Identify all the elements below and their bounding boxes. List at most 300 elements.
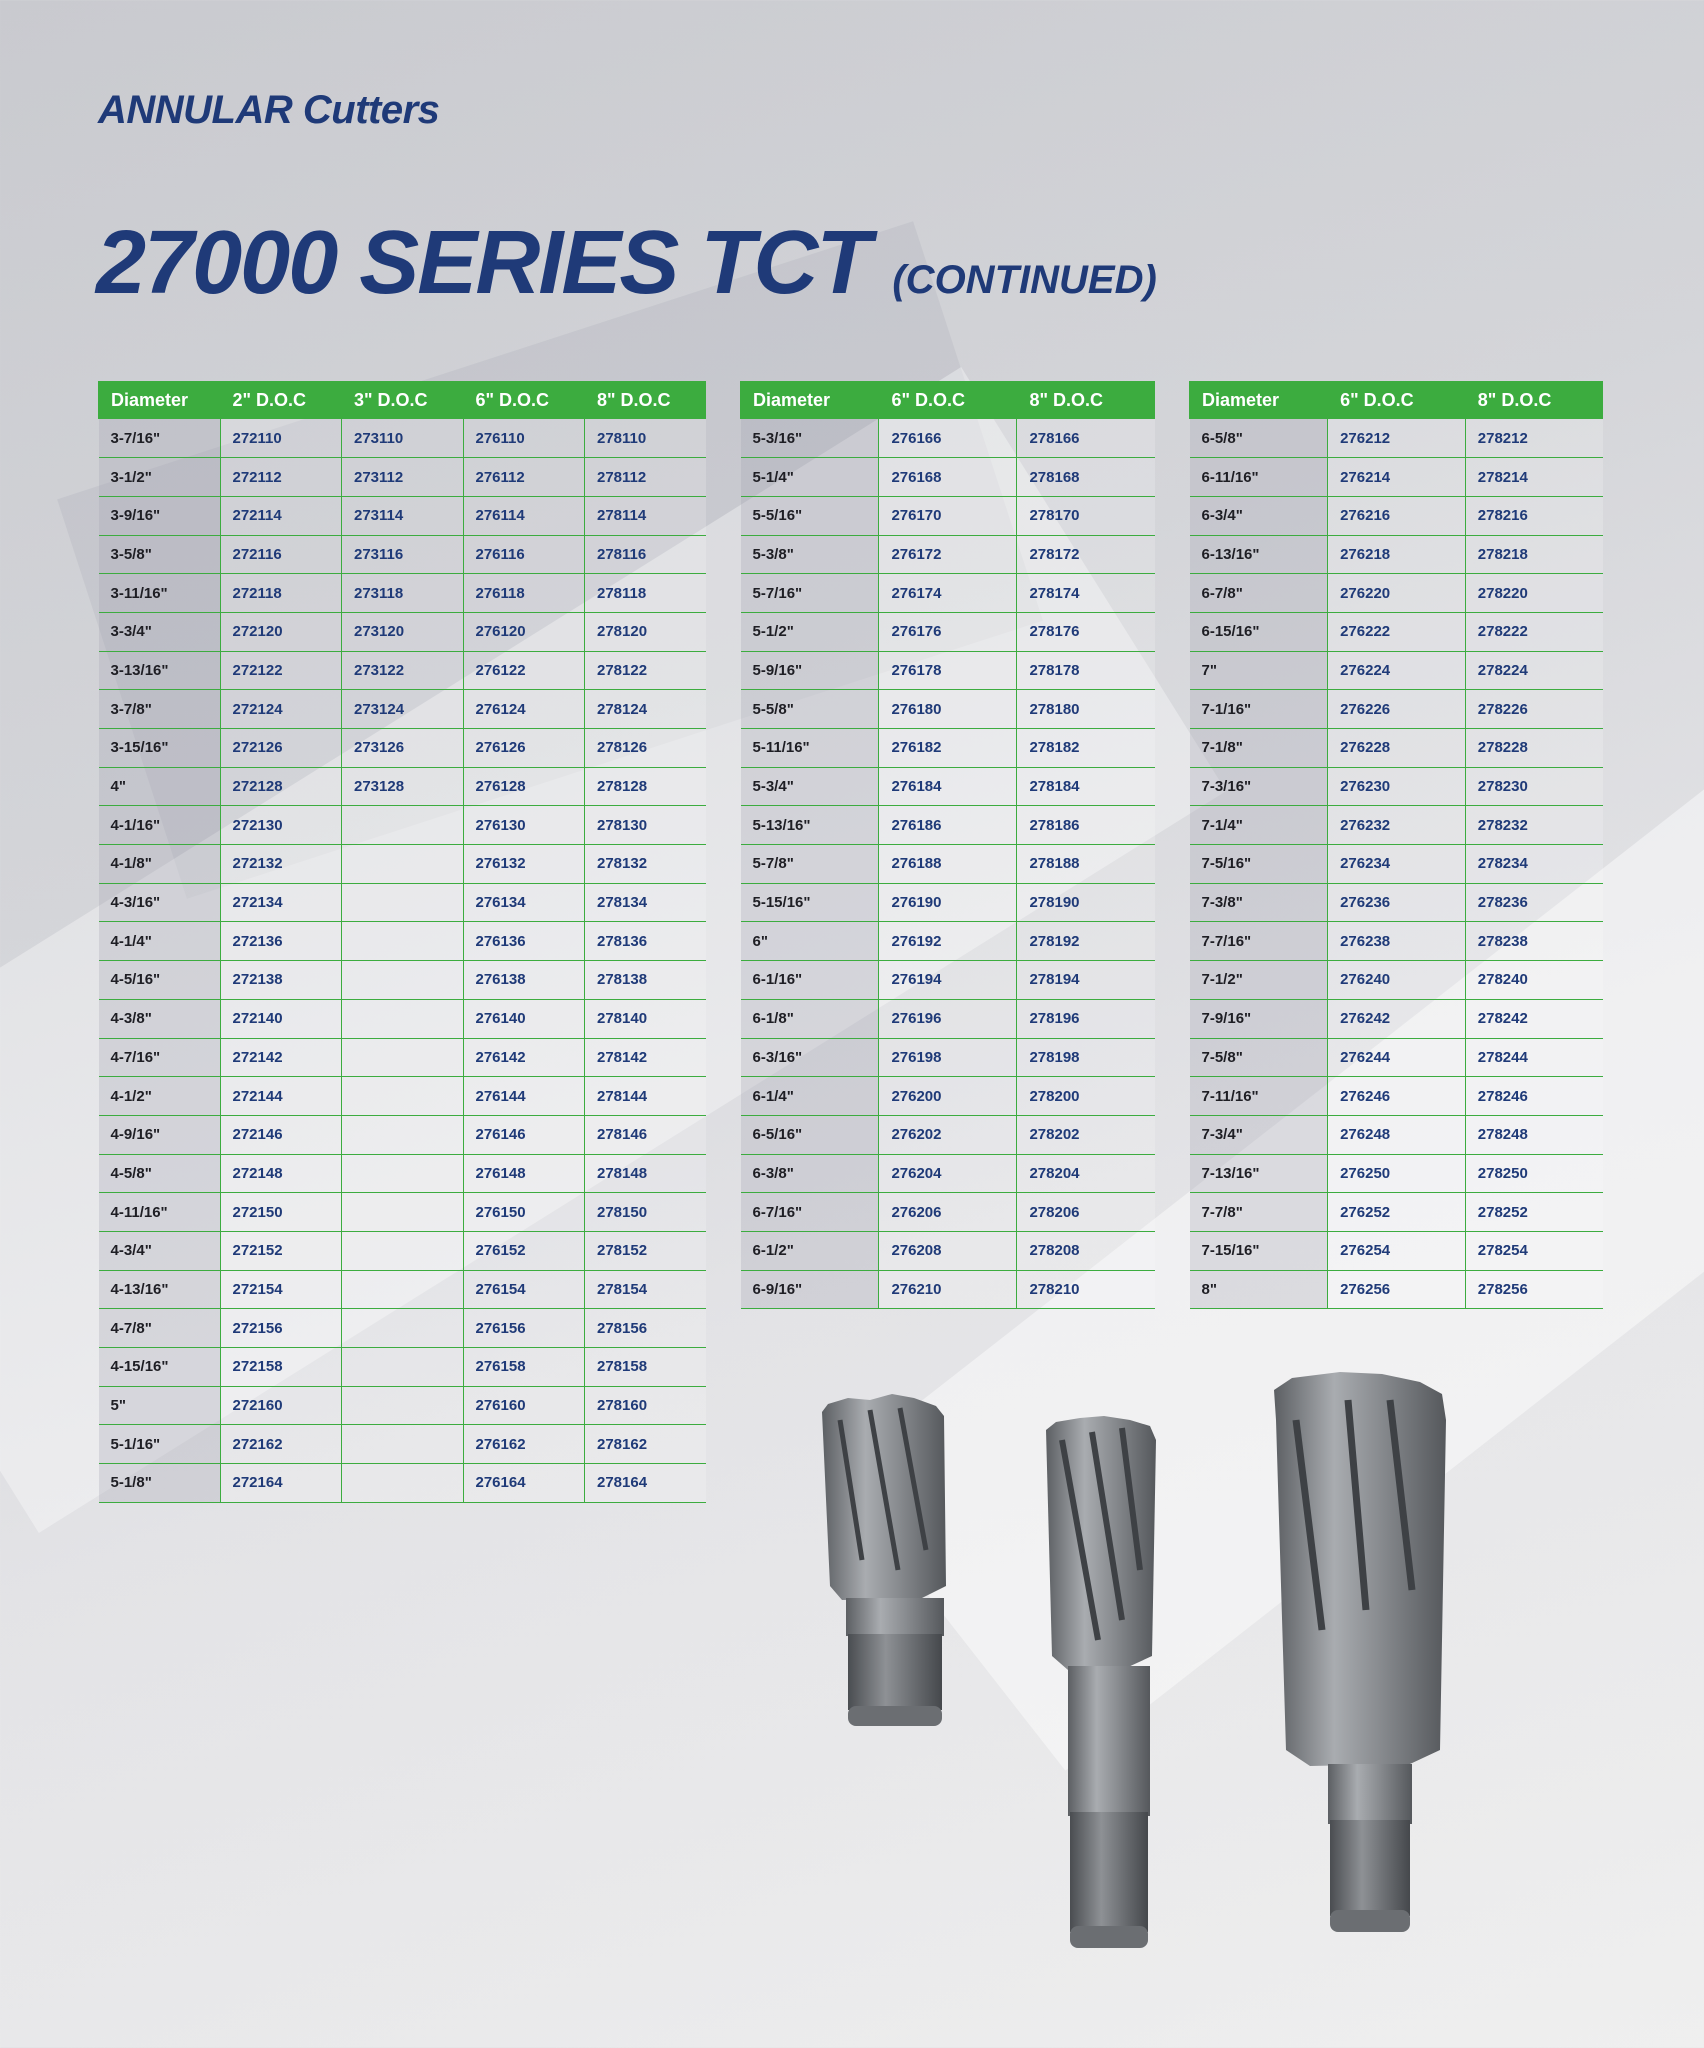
part-number-cell <box>342 1425 464 1464</box>
table-row <box>1190 922 1604 961</box>
diameter-cell: 6-3/8" <box>741 1154 879 1193</box>
diameter-cell: 7-5/8" <box>1190 1038 1328 1077</box>
column-header-doc: 6" D.O.C <box>1328 381 1466 419</box>
part-number-cell: 276218 <box>1328 535 1466 574</box>
diameter-cell: 6-7/16" <box>741 1193 879 1232</box>
page-title <box>96 213 1157 313</box>
part-number-cell: 272160 <box>220 1386 342 1425</box>
table-row <box>741 574 1156 613</box>
table-row <box>741 690 1156 729</box>
table-row <box>1190 535 1604 574</box>
diameter-cell: 4-9/16" <box>99 1115 221 1154</box>
part-number-cell: 278190 <box>1017 883 1155 922</box>
column-header-doc: 2" D.O.C <box>220 381 342 419</box>
part-number-cell: 276212 <box>1328 419 1466 458</box>
part-number-cell: 278154 <box>585 1270 707 1309</box>
diameter-cell: 3-11/16" <box>99 574 221 613</box>
part-number-cell: 272138 <box>220 961 342 1000</box>
part-number-cell: 278200 <box>1017 1077 1155 1116</box>
part-number-cell: 278204 <box>1017 1154 1155 1193</box>
part-number-cell: 278136 <box>585 922 707 961</box>
column-header-diameter: Diameter <box>1190 381 1328 419</box>
part-number-cell: 278206 <box>1017 1193 1155 1232</box>
column-header-diameter: Diameter <box>99 381 221 419</box>
part-number-cell: 278138 <box>585 961 707 1000</box>
part-number-cell <box>342 1193 464 1232</box>
table-row <box>741 1038 1156 1077</box>
part-number-cell: 278144 <box>585 1077 707 1116</box>
column-header-doc: 6" D.O.C <box>879 381 1017 419</box>
table-row <box>741 419 1156 458</box>
part-number-cell: 276120 <box>463 612 585 651</box>
table-header-row <box>1190 381 1604 419</box>
part-number-cell: 276176 <box>879 612 1017 651</box>
part-number-cell: 278242 <box>1465 999 1603 1038</box>
part-number-cell: 273126 <box>342 729 464 768</box>
part-number-cell <box>342 1464 464 1503</box>
part-number-cell: 278186 <box>1017 806 1155 845</box>
part-number-cell: 276140 <box>463 999 585 1038</box>
table-row <box>99 535 707 574</box>
part-number-cell: 272152 <box>220 1231 342 1270</box>
part-number-cell: 272162 <box>220 1425 342 1464</box>
part-number-cell: 272154 <box>220 1270 342 1309</box>
table-row <box>99 1077 707 1116</box>
table-row <box>99 612 707 651</box>
part-number-cell: 278174 <box>1017 574 1155 613</box>
diameter-cell: 5-1/8" <box>99 1464 221 1503</box>
part-number-cell: 276152 <box>463 1231 585 1270</box>
part-number-cell: 276144 <box>463 1077 585 1116</box>
part-number-cell: 276128 <box>463 767 585 806</box>
part-number-cell: 276204 <box>879 1154 1017 1193</box>
table-row <box>99 1193 707 1232</box>
table-row <box>1190 458 1604 497</box>
part-number-cell: 278172 <box>1017 535 1155 574</box>
part-number-cell: 278228 <box>1465 729 1603 768</box>
table-row <box>1190 806 1604 845</box>
part-number-cell: 276118 <box>463 574 585 613</box>
part-number-cell: 276184 <box>879 767 1017 806</box>
part-number-cell: 278248 <box>1465 1115 1603 1154</box>
part-number-cell: 278110 <box>585 419 707 458</box>
diameter-cell: 7-1/4" <box>1190 806 1328 845</box>
diameter-cell: 6-1/8" <box>741 999 879 1038</box>
diameter-cell: 6-3/4" <box>1190 496 1328 535</box>
part-number-cell: 278254 <box>1465 1231 1603 1270</box>
table-row <box>99 690 707 729</box>
part-number-cell: 276244 <box>1328 1038 1466 1077</box>
part-number-cell: 278188 <box>1017 845 1155 884</box>
part-number-cell: 276220 <box>1328 574 1466 613</box>
table-row <box>741 651 1156 690</box>
part-number-cell: 272150 <box>220 1193 342 1232</box>
part-number-cell: 278212 <box>1465 419 1603 458</box>
part-number-cell: 278210 <box>1017 1270 1155 1309</box>
table-row <box>741 999 1156 1038</box>
diameter-cell: 5-5/8" <box>741 690 879 729</box>
part-number-cell <box>342 1231 464 1270</box>
part-number-cell: 273114 <box>342 496 464 535</box>
part-number-cell: 276224 <box>1328 651 1466 690</box>
diameter-cell: 4-15/16" <box>99 1348 221 1387</box>
table-row <box>99 651 707 690</box>
table-row <box>99 767 707 806</box>
column-header-doc: 3" D.O.C <box>342 381 464 419</box>
part-number-cell: 272164 <box>220 1464 342 1503</box>
part-number-cell: 272134 <box>220 883 342 922</box>
table-row <box>741 458 1156 497</box>
diameter-cell: 7-7/8" <box>1190 1193 1328 1232</box>
diameter-cell: 4-13/16" <box>99 1270 221 1309</box>
diameter-cell: 7-11/16" <box>1190 1077 1328 1116</box>
part-number-cell: 276172 <box>879 535 1017 574</box>
table-row <box>99 1115 707 1154</box>
part-number-cell: 276198 <box>879 1038 1017 1077</box>
diameter-cell: 6-9/16" <box>741 1270 879 1309</box>
table-header-row <box>741 381 1156 419</box>
table-row <box>741 806 1156 845</box>
diameter-cell: 7-3/8" <box>1190 883 1328 922</box>
diameter-cell: 4-11/16" <box>99 1193 221 1232</box>
part-number-cell: 278180 <box>1017 690 1155 729</box>
diameter-cell: 6-5/8" <box>1190 419 1328 458</box>
diameter-cell: 6-15/16" <box>1190 612 1328 651</box>
part-number-cell: 278112 <box>585 458 707 497</box>
table-row <box>741 883 1156 922</box>
diameter-cell: 7-3/4" <box>1190 1115 1328 1154</box>
part-number-cell: 278122 <box>585 651 707 690</box>
part-number-cell: 276250 <box>1328 1154 1466 1193</box>
diameter-cell: 5-5/16" <box>741 496 879 535</box>
part-number-cell: 276124 <box>463 690 585 729</box>
part-number-cell: 276202 <box>879 1115 1017 1154</box>
part-number-cell: 276122 <box>463 651 585 690</box>
part-number-cell: 278234 <box>1465 845 1603 884</box>
table-row <box>99 729 707 768</box>
part-number-cell <box>342 1386 464 1425</box>
part-number-cell: 276180 <box>879 690 1017 729</box>
diameter-cell: 3-7/8" <box>99 690 221 729</box>
table-row <box>741 1115 1156 1154</box>
table-row <box>741 612 1156 651</box>
part-number-cell: 276166 <box>879 419 1017 458</box>
part-number-cell: 278134 <box>585 883 707 922</box>
diameter-cell: 7-15/16" <box>1190 1231 1328 1270</box>
table-row <box>99 883 707 922</box>
table-row <box>1190 651 1604 690</box>
part-number-cell <box>342 961 464 1000</box>
part-number-cell: 278162 <box>585 1425 707 1464</box>
part-number-cell: 278170 <box>1017 496 1155 535</box>
table-header-row <box>99 381 707 419</box>
table-row <box>1190 612 1604 651</box>
part-number-cell: 278250 <box>1465 1154 1603 1193</box>
part-number-cell <box>342 845 464 884</box>
part-number-cell: 276148 <box>463 1154 585 1193</box>
part-number-cell: 276174 <box>879 574 1017 613</box>
part-number-cell: 278224 <box>1465 651 1603 690</box>
table-row <box>1190 690 1604 729</box>
part-number-cell <box>342 1154 464 1193</box>
part-number-cell: 276226 <box>1328 690 1466 729</box>
part-number-cell: 273128 <box>342 767 464 806</box>
part-number-cell: 278140 <box>585 999 707 1038</box>
table-row <box>99 961 707 1000</box>
diameter-cell: 7-1/16" <box>1190 690 1328 729</box>
part-number-cell: 272146 <box>220 1115 342 1154</box>
part-number-cell: 278232 <box>1465 806 1603 845</box>
part-number-cell <box>342 1038 464 1077</box>
part-number-cell: 276186 <box>879 806 1017 845</box>
diameter-cell: 6-1/16" <box>741 961 879 1000</box>
part-number-cell: 276178 <box>879 651 1017 690</box>
part-number-cell: 276206 <box>879 1193 1017 1232</box>
table-row <box>741 496 1156 535</box>
part-number-cell: 276210 <box>879 1270 1017 1309</box>
part-number-cell: 278198 <box>1017 1038 1155 1077</box>
table-row <box>1190 1193 1604 1232</box>
part-number-cell: 276182 <box>879 729 1017 768</box>
part-number-cell: 272112 <box>220 458 342 497</box>
part-number-cell: 272132 <box>220 845 342 884</box>
part-number-cell: 278114 <box>585 496 707 535</box>
table-row <box>1190 845 1604 884</box>
part-number-cell: 278178 <box>1017 651 1155 690</box>
diameter-cell: 3-13/16" <box>99 651 221 690</box>
table-row <box>99 922 707 961</box>
part-number-cell: 273122 <box>342 651 464 690</box>
part-number-cell: 276126 <box>463 729 585 768</box>
part-number-cell: 278148 <box>585 1154 707 1193</box>
part-number-cell: 272148 <box>220 1154 342 1193</box>
part-number-cell: 278168 <box>1017 458 1155 497</box>
table-row <box>741 1193 1156 1232</box>
part-number-cell: 278116 <box>585 535 707 574</box>
table-row <box>99 574 707 613</box>
diameter-cell: 5-3/8" <box>741 535 879 574</box>
part-number-cell: 278152 <box>585 1231 707 1270</box>
part-number-cell: 276192 <box>879 922 1017 961</box>
table-row <box>1190 1038 1604 1077</box>
part-number-cell: 276228 <box>1328 729 1466 768</box>
part-number-cell: 278124 <box>585 690 707 729</box>
diameter-cell: 3-7/16" <box>99 419 221 458</box>
diameter-cell: 5-1/2" <box>741 612 879 651</box>
diameter-cell: 7-7/16" <box>1190 922 1328 961</box>
table-row <box>741 1270 1156 1309</box>
diameter-cell: 5-1/4" <box>741 458 879 497</box>
part-number-cell: 278128 <box>585 767 707 806</box>
part-number-cell: 273116 <box>342 535 464 574</box>
diameter-cell: 8" <box>1190 1270 1328 1309</box>
part-number-cell: 272156 <box>220 1309 342 1348</box>
part-number-cell: 278214 <box>1465 458 1603 497</box>
diameter-cell: 7-3/16" <box>1190 767 1328 806</box>
table-row <box>99 1270 707 1309</box>
part-number-cell: 276194 <box>879 961 1017 1000</box>
table-row <box>1190 999 1604 1038</box>
column-header-doc: 8" D.O.C <box>1465 381 1603 419</box>
part-number-cell: 278218 <box>1465 535 1603 574</box>
part-number-cell <box>342 1309 464 1348</box>
diameter-cell: 7-1/2" <box>1190 961 1328 1000</box>
part-number-cell: 272158 <box>220 1348 342 1387</box>
part-number-cell: 276232 <box>1328 806 1466 845</box>
part-number-cell: 276162 <box>463 1425 585 1464</box>
diameter-cell: 4" <box>99 767 221 806</box>
table-row <box>1190 729 1604 768</box>
part-number-cell: 278176 <box>1017 612 1155 651</box>
part-number-cell <box>342 883 464 922</box>
table-row <box>1190 1115 1604 1154</box>
cutter-small <box>822 1394 946 1726</box>
table-row <box>99 806 707 845</box>
part-number-cell: 278142 <box>585 1038 707 1077</box>
diameter-cell: 5-7/16" <box>741 574 879 613</box>
part-number-cell: 276190 <box>879 883 1017 922</box>
diameter-cell: 3-15/16" <box>99 729 221 768</box>
part-number-cell: 276160 <box>463 1386 585 1425</box>
diameter-cell: 3-9/16" <box>99 496 221 535</box>
part-number-cell: 278226 <box>1465 690 1603 729</box>
diameter-cell: 4-1/16" <box>99 806 221 845</box>
part-number-cell: 272114 <box>220 496 342 535</box>
column-header-doc: 8" D.O.C <box>585 381 707 419</box>
diameter-cell: 4-1/4" <box>99 922 221 961</box>
diameter-cell: 7-13/16" <box>1190 1154 1328 1193</box>
part-number-cell: 273124 <box>342 690 464 729</box>
diameter-cell: 5" <box>99 1386 221 1425</box>
part-number-cell: 278220 <box>1465 574 1603 613</box>
part-number-cell: 278230 <box>1465 767 1603 806</box>
table-row <box>741 767 1156 806</box>
part-number-cell: 276112 <box>463 458 585 497</box>
part-number-cell: 278164 <box>585 1464 707 1503</box>
part-number-cell: 276134 <box>463 883 585 922</box>
table-row <box>99 1154 707 1193</box>
part-number-cell: 278118 <box>585 574 707 613</box>
diameter-cell: 3-5/8" <box>99 535 221 574</box>
part-number-cell: 278120 <box>585 612 707 651</box>
diameter-cell: 5-3/4" <box>741 767 879 806</box>
part-number-cell: 276196 <box>879 999 1017 1038</box>
table-row <box>1190 1077 1604 1116</box>
part-number-cell: 278236 <box>1465 883 1603 922</box>
diameter-cell: 7-5/16" <box>1190 845 1328 884</box>
part-number-cell: 276230 <box>1328 767 1466 806</box>
part-number-cell: 278246 <box>1465 1077 1603 1116</box>
part-number-cell: 276216 <box>1328 496 1466 535</box>
part-number-cell: 278166 <box>1017 419 1155 458</box>
page-title-suffix: (CONTINUED) <box>892 258 1157 302</box>
part-number-cell: 276150 <box>463 1193 585 1232</box>
part-number-cell: 276116 <box>463 535 585 574</box>
diameter-cell: 6-11/16" <box>1190 458 1328 497</box>
table-row <box>741 845 1156 884</box>
table-row <box>99 458 707 497</box>
cutter-table-3 <box>1189 381 1603 1309</box>
table-row <box>99 496 707 535</box>
part-number-cell: 276200 <box>879 1077 1017 1116</box>
table-row <box>1190 1270 1604 1309</box>
diameter-cell: 7-9/16" <box>1190 999 1328 1038</box>
diameter-cell: 4-1/8" <box>99 845 221 884</box>
part-number-cell: 272116 <box>220 535 342 574</box>
part-number-cell: 276136 <box>463 922 585 961</box>
part-number-cell: 276158 <box>463 1348 585 1387</box>
column-header-diameter: Diameter <box>741 381 879 419</box>
table-row <box>99 1386 707 1425</box>
part-number-cell: 272110 <box>220 419 342 458</box>
part-number-cell: 278222 <box>1465 612 1603 651</box>
part-number-cell: 273118 <box>342 574 464 613</box>
diameter-cell: 3-1/2" <box>99 458 221 497</box>
diameter-cell: 6-7/8" <box>1190 574 1328 613</box>
table-row <box>99 419 707 458</box>
part-number-cell: 276142 <box>463 1038 585 1077</box>
diameter-cell: 4-1/2" <box>99 1077 221 1116</box>
part-number-cell: 276170 <box>879 496 1017 535</box>
diameter-cell: 3-3/4" <box>99 612 221 651</box>
diameter-cell: 6-1/4" <box>741 1077 879 1116</box>
table-row <box>1190 419 1604 458</box>
part-number-cell: 278150 <box>585 1193 707 1232</box>
diameter-cell: 4-3/4" <box>99 1231 221 1270</box>
part-number-cell: 278194 <box>1017 961 1155 1000</box>
part-number-cell: 276156 <box>463 1309 585 1348</box>
table-row <box>741 922 1156 961</box>
cutter-medium <box>1046 1416 1156 1948</box>
part-number-cell <box>342 922 464 961</box>
table-row <box>99 1425 707 1464</box>
table-row <box>99 1231 707 1270</box>
part-number-cell: 278126 <box>585 729 707 768</box>
table-row <box>1190 1154 1604 1193</box>
part-number-cell: 276114 <box>463 496 585 535</box>
table-row <box>741 1231 1156 1270</box>
part-number-cell: 276254 <box>1328 1231 1466 1270</box>
table-row <box>99 1038 707 1077</box>
table-row <box>99 845 707 884</box>
part-number-cell: 276256 <box>1328 1270 1466 1309</box>
part-number-cell: 272142 <box>220 1038 342 1077</box>
diameter-cell: 4-7/16" <box>99 1038 221 1077</box>
diameter-cell: 6-5/16" <box>741 1115 879 1154</box>
part-number-cell: 272128 <box>220 767 342 806</box>
part-number-cell: 272126 <box>220 729 342 768</box>
part-number-cell: 276146 <box>463 1115 585 1154</box>
part-number-cell <box>342 1077 464 1116</box>
part-number-cell: 278256 <box>1465 1270 1603 1309</box>
diameter-cell: 6" <box>741 922 879 961</box>
part-number-cell: 276248 <box>1328 1115 1466 1154</box>
part-number-cell: 272120 <box>220 612 342 651</box>
part-number-cell: 276208 <box>879 1231 1017 1270</box>
part-number-cell <box>342 1270 464 1309</box>
part-number-cell: 276246 <box>1328 1077 1466 1116</box>
diameter-cell: 4-3/8" <box>99 999 221 1038</box>
diameter-cell: 5-9/16" <box>741 651 879 690</box>
part-number-cell: 272122 <box>220 651 342 690</box>
section-title: ANNULAR Cutters <box>98 88 440 132</box>
part-number-cell: 278208 <box>1017 1231 1155 1270</box>
diameter-cell: 4-3/16" <box>99 883 221 922</box>
part-number-cell: 276130 <box>463 806 585 845</box>
diameter-cell: 4-5/8" <box>99 1154 221 1193</box>
part-number-cell: 278184 <box>1017 767 1155 806</box>
part-number-cell: 272124 <box>220 690 342 729</box>
